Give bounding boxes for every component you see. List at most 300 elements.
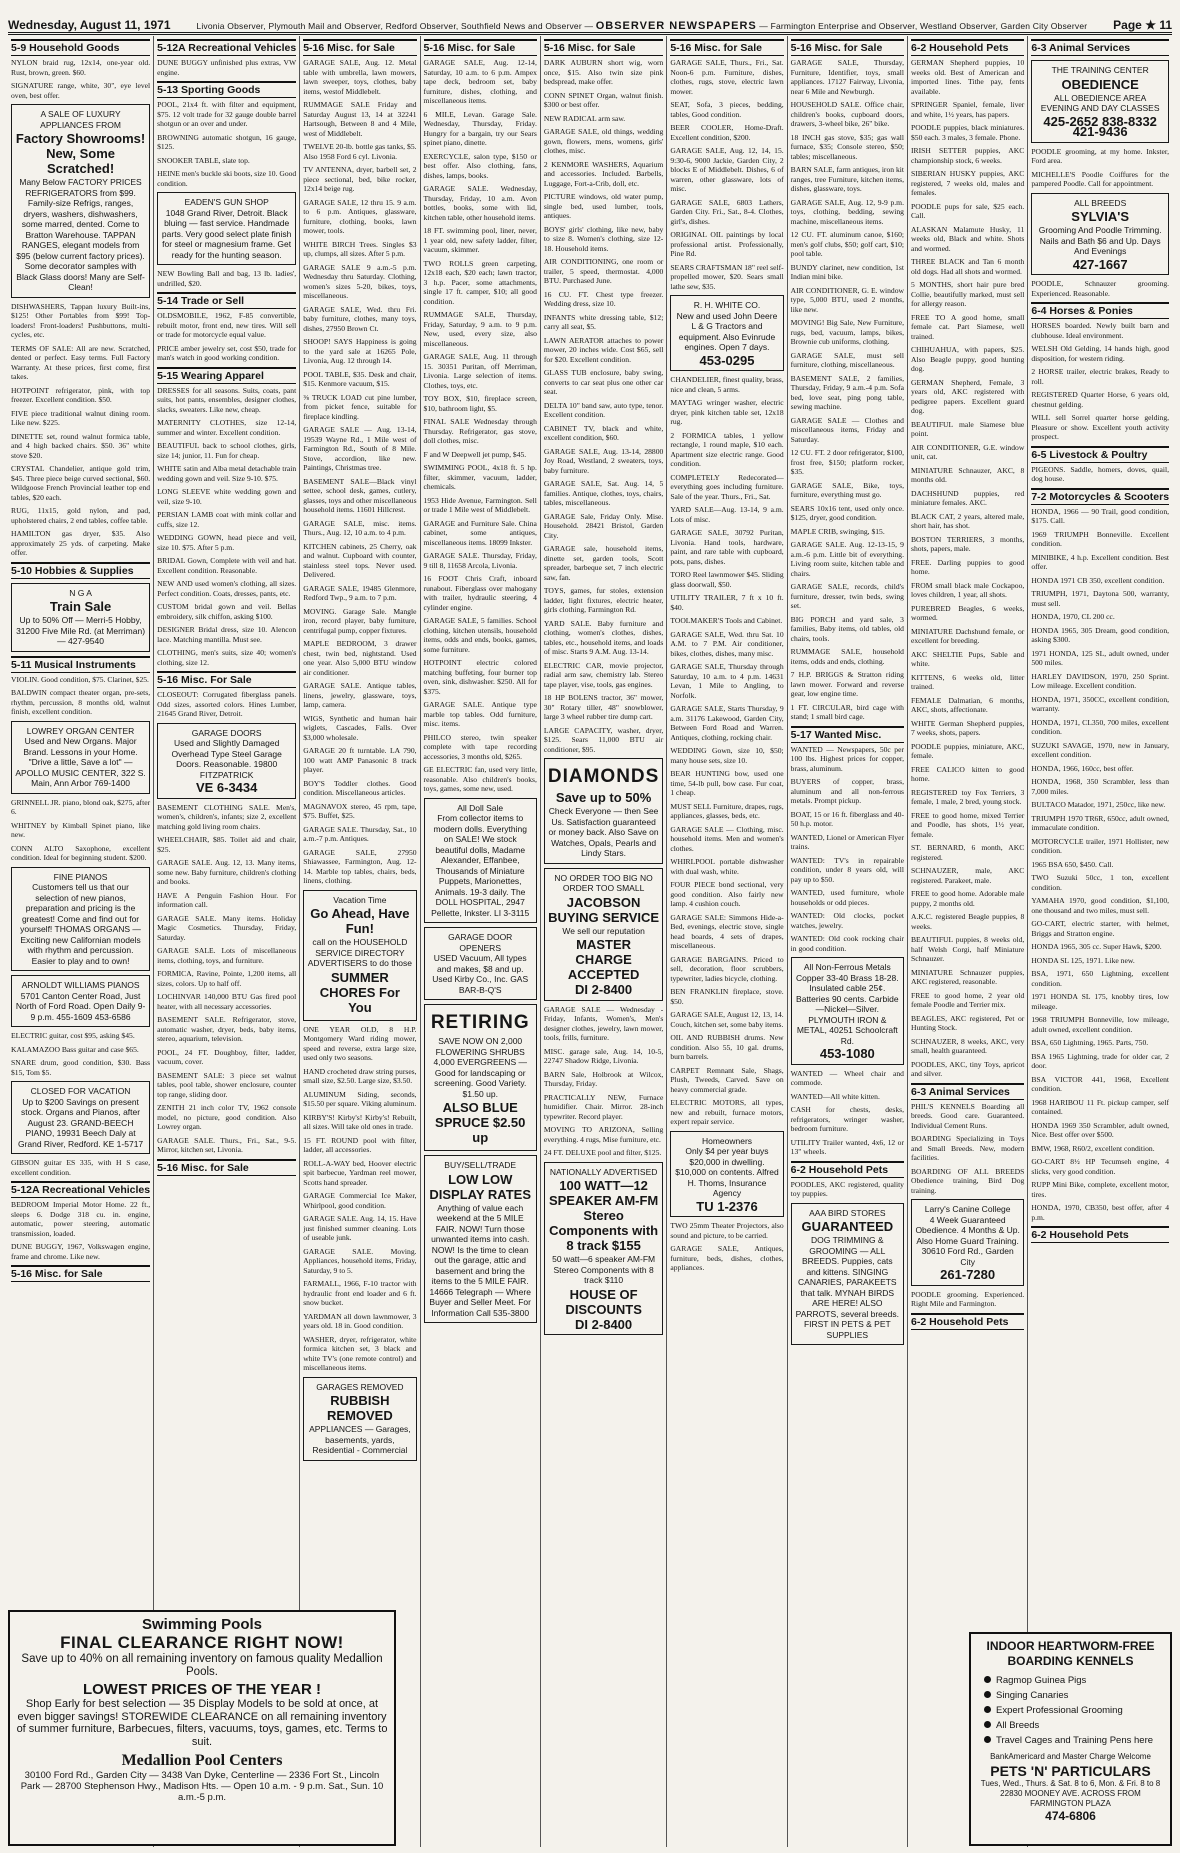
list-item: Expert Professional Grooming <box>984 1703 1165 1718</box>
classified-ad: PRACTICALLY NEW, Furnace humidifier. Chair. Mirror. 28-inch typewriter. Record player. <box>543 1092 664 1121</box>
classified-ad: SEARS CRAFTSMAN 18" reel self-propelled mower, $20. Sears small lathe sew, $35. <box>670 262 784 291</box>
classified-ad: GLASS TUB enclosure, baby swing, converts to car seat plus one other car seat. <box>543 368 664 396</box>
classified-ad: FREE CALICO kitten to good home. <box>910 764 1025 783</box>
bullet-icon <box>984 1676 991 1683</box>
classified-ad: RUMMAGE SALE, Thursday, Friday, Saturday, 9 a.m. to 9 p.m. New, used, every size, also miscellaneous. <box>423 310 537 348</box>
classified-ad: GARAGE SALE. Aug. 12, 13. Many items, some new. Baby furniture, children's clothing and books. <box>157 858 297 886</box>
display-ad-headline: DIAMONDS <box>547 766 660 787</box>
classified-ad: GARAGE SALE, 19485 Glenmore, Redford Twp., 9 a.m. to 7 p.m. <box>303 583 417 602</box>
classified-ad: CRYSTAL Chandelier, antique gold trim, $45. Three piece beige curved sectional, $60. Wildgoose French Provincial leather top end tables, $20 each. <box>11 464 151 502</box>
section-header: 5-17 Wanted Misc. <box>791 726 904 743</box>
classified-ad: GARAGE SALE, Wed. thru Sat. 10 A.M. to 7 P.M. Air conditioner, bikes, clothes, dishes, many misc. <box>670 629 784 658</box>
classified-ad: GARAGE SALE, Thurs., Fri., Sat. Noon-6 p.m. Furniture, dishes, clothes, rugs, stove, electric lawn mower. <box>670 58 784 96</box>
classified-ad: GARAGE and Furniture Sale. China cabinet, some antiques, miscellaneous items. 18099 Inkster. <box>423 518 537 547</box>
display-ad-title: ARNOLDT WILLIAMS PIANOS <box>21 980 140 990</box>
classified-ad: GARAGE sale, household items, dinette set, garden tools, Scott spreader, barbeque set, 7 inch electric saw, fan. <box>543 544 664 582</box>
classified-ad: POODLE pups for sale, $25 each. Call. <box>910 201 1025 220</box>
classified-ad: GARAGE SALE. Wednesday, Thursday, Friday, 10 a.m. Avon bottles, books, some with lid, kitchen table, other household items. <box>423 184 537 222</box>
classified-ad: RUMMAGE SALE Friday and Saturday August 13, 14 at 32241 Hartsough, Between 8 and 4 Mile, west of Middlebelt. <box>303 100 417 138</box>
classified-ad: HORSES boarded. Newly built barn and clubhouse. Ideal environment. <box>1031 321 1170 340</box>
classified-ad: BEAUTIFUL male Siamese blue point. <box>910 419 1025 438</box>
classified-ad: 16 CU. FT. Chest type freezer. Wedding dress, size 10. <box>543 289 664 308</box>
display-ad-body: 50 watt—6 speaker AM-FM Stereo Components with 8 track $110 <box>552 1254 656 1285</box>
classified-ad: GARAGE SALE. Thursday, Friday, 9 till 8, 11658 Arcola, Livonia. <box>423 551 537 570</box>
display-ad-body: Customers tell us that our selection of new pianos, preparation and pricing is the greatest! Come and find out for yourself! THOMAS ORGANS — Exciting new Californian models with rhythm and percussion. Easier to play and to own! <box>20 882 141 966</box>
classified-ad: CABINET TV, black and white, excellent condition, $60. <box>543 423 664 442</box>
display-ad-title: GARAGE DOOR OPENERS <box>448 932 513 953</box>
display-ad-body: 5701 Canton Center Road, Just North of Ford Road. Open Daily 9-9 p.m. 455-1609 453-6586 <box>15 990 146 1022</box>
display-ad-body: ALL OBEDIENCE AREA EVENING AND DAY CLASSES <box>1040 92 1160 113</box>
classified-ad: HONDA 1971 CB 350, excellent condition. <box>1031 575 1165 585</box>
classified-ad: HOUSEHOLD SALE. Office chair, children's books, cupboard doors, drawers, 3-wheel bike, 26" bike. <box>790 100 904 128</box>
display-ad-title: Vacation Time <box>333 894 387 905</box>
classified-ad: HOTPOINT refrigerator, pink, with top freezer. Excellent condition. $50. <box>11 385 151 404</box>
classified-ad: 18 INCH gas stove, $35; gas wall furnace, $35; Console stereo, $50; tables; miscellaneous. <box>790 132 904 161</box>
papers-left: Livonia Observer, Plymouth Mail and Observer, Redford Observer, Southfield News and Observer <box>196 21 582 31</box>
classified-ad: LOCHINVAR 140,000 BTU Gas fired pool heater, with all necessary accessories. <box>157 992 297 1011</box>
display-ad <box>157 192 296 265</box>
display-ad-subtitle: Go Ahead, Have Fun! <box>310 906 410 936</box>
classified-ad: ALASKAN Malamute Husky, 11 weeks old, Black and white. Shots and wormed. <box>910 224 1025 253</box>
classified-ad: BASEMENT SALE, 2 families, Thursday, Friday, 9 a.m.-4 p.m. Sofa bed, love seat, ping pong table, sewing machine. <box>790 373 904 411</box>
masthead-papers: Livonia Observer, Plymouth Mail and Observer, Redford Observer, Southfield News and Observer — OBSERVER NEWSPAPERS — Farmington Enterprise and Observer, Westland Observer, Garden City Observer <box>196 20 1088 32</box>
classified-ad: BSA 1965 Lightning, trade for older car, 2 door. <box>1031 1051 1170 1070</box>
kennel-ad-name: PETS 'N' PARTICULARS <box>990 1763 1151 1779</box>
display-ad-extra: SUMMER CHORES For You <box>319 969 400 1015</box>
display-ad <box>670 1131 783 1218</box>
classified-ad: POOL TABLE, $35. Desk and chair, $15. Kenmore vacuum, $15. <box>303 369 417 388</box>
pool-ad-locations: 30100 Ford Rd., Garden City — 3438 Van Dyke, Centerline — 2336 Fort St., Lincoln Park — 28700 Stephenson Hwy., Madison Hts. — Open 10 a.m. - 9 p.m. Sat., Sun. 10 a.m.-5 p.m. <box>20 1770 384 1803</box>
bullet-icon <box>984 1691 991 1698</box>
classified-ad: WEDDING GOWN, head piece and veil, size 10. $75. After 5 p.m. <box>157 533 297 552</box>
classified-ad: VIOLIN. Good condition, $75. Clarinet, $25. <box>11 674 149 684</box>
classified-ad: FEMALE Dalmatian, 6 months, AKC, shots, affectionate. <box>910 695 1025 714</box>
classified-ad: GARAGE SALE, records, child's furniture, dresser, twin beds, swing set. <box>790 582 904 610</box>
classified-ad: 16 FOOT Chris Craft, inboard runabout. Fiberglass over mahogany with trailer, hydraulic steering, 4 cylinder engine. <box>423 574 537 612</box>
classified-ad: GARAGE SALE, 12 thru 15. 9 a.m. to 6 p.m. Antiques, glassware, furniture, clothing, books, lawn mower, tools. <box>303 197 417 235</box>
classified-ad: GARAGE SALE. Many items. Holiday Magic Cosmetics. Thursday, Friday, Saturday. <box>157 913 297 942</box>
classified-ad: TOY BOX, $10, fireplace screen, $10, bathroom light, $5. <box>423 394 537 413</box>
classified-ad: FREE TO A good home, small female cat. Part Siamese, well trained. <box>910 312 1025 341</box>
classified-ad: FREE. Darling puppies to good home. <box>910 557 1025 576</box>
classified-ad: SWIMMING POOL, 4x18 ft. 5 hp. filter, skimmer, vacuum, ladder, chemicals. <box>423 463 537 491</box>
classified-column <box>908 36 1028 1847</box>
classified-ad: POODLE puppies, black miniatures. $50 each. 3 males, 3 female. Phone. <box>910 123 1025 142</box>
classified-ad: DRESSES for all seasons. Suits, coats, pant suits, hot pants, ensembles, designer clothes, slacks, sweaters. Like new, cheap. <box>157 385 297 414</box>
classified-ad: MAYTAG wringer washer, electric dryer, pink kitchen table set, 12x18 rug. <box>670 398 784 426</box>
classified-ad: MATERNITY CLOTHES, size 12-14, summer and winter. Excellent condition. <box>157 418 297 437</box>
classified-ad: TRIUMPH 1970 TR6R, 650cc, adult owned, immaculate condition. <box>1031 813 1170 832</box>
classified-ad: ST. BERNARD, 6 month, AKC registered. <box>910 843 1025 862</box>
classified-ad: TWELVE 20-lb. bottle gas tanks, $5. Also 1958 Ford 6 cyl. Livonia. <box>303 142 417 161</box>
classified-ad: MAPLE CRIB, swinging, $15. <box>790 526 885 536</box>
list-item: Singing Canaries <box>984 1688 1165 1703</box>
classified-ad: GERMAN Shepherd, Female, 3 years old, AKC registered with pedigree papers. Excellent guard dog. <box>910 377 1025 415</box>
classified-ad: SCHNAUZER, 8 weeks, AKC, very small, health guaranteed. <box>910 1036 1025 1055</box>
classified-ad: 1971 HONDA SL 175, knobby tires, low mileage. <box>1031 992 1170 1011</box>
classified-ad: BASEMENT SALE: 3 piece set walnut tables, pool table, shower enclosure, counter top range, sliding door. <box>157 1070 297 1099</box>
classified-ad: HOTPOINT electric colored matching buffeting, four burner top oven, sink, dishwasher. $250. All for $375. <box>423 658 537 696</box>
display-ad <box>791 957 904 1065</box>
display-ad-extra: MASTER CHARGE ACCEPTED <box>567 937 640 982</box>
section-header: 5-16 Misc. for Sale <box>670 39 783 56</box>
classified-ad: HAVE A Penguin Fashion Hour. For information call. <box>157 890 297 909</box>
classified-column <box>300 36 420 1847</box>
display-ad-body: We sell our reputation <box>562 925 645 936</box>
classified-ad: BARN Sale, Holbrook at Wilcox, Thursday, Friday. <box>543 1069 664 1088</box>
display-ad-title: R. H. WHITE CO. <box>693 300 761 310</box>
classified-ad: 2 KENMORE WASHERS, Aquarium and accessories. Included. Barbells, Luggage, Fort-a-Crib, doll, etc. <box>543 159 664 188</box>
display-ad-body: SAVE NOW ON 2,000 FLOWERING SHRUBS 4,000 EVERGREENS — Good for landscaping or screening. Good Variety. $1.50 up. <box>433 1036 527 1099</box>
classified-ad: GARAGE SALE — Clothing, misc. household items. Men and women's clothes. <box>670 824 784 853</box>
display-ad-title: N G A <box>69 587 92 598</box>
section-header: 5-14 Trade or Sell <box>157 292 296 309</box>
classified-ad: AIR CONDITIONING, one room or trailer, 5 speed, thermostat. 4,000 BTU. Purchased June. <box>543 257 664 285</box>
pool-ad-heading: Swimming Pools <box>141 1616 262 1633</box>
classified-ad: BOAT, 15 or 16 ft. fiberglass and 40-50 h.p. motor. <box>790 809 904 828</box>
classified-ad: SHOOP! SAYS Happiness is going to the yard sale at 16265 Pole, Livonia, Aug. 12 through 14. <box>303 337 417 365</box>
display-ad <box>544 868 663 1001</box>
classified-ad: FIVE piece traditional walnut dining room. Like new. $225. <box>11 408 151 427</box>
display-ad-phone: 261-7280 <box>940 1267 996 1282</box>
classified-ad: CUSTOM bridal gown and veil. Bellas embroidery, silk chiffon, asking $100. <box>157 602 297 621</box>
classified-ad: CHIHUAHUA, with papers, $25. Also Beagle puppy, good hunting dog. <box>910 345 1025 373</box>
section-header: 5-11 Musical Instruments <box>11 656 150 673</box>
classified-ad: HEINE men's buckle ski boots, size 10. Good condition. <box>157 169 297 188</box>
classified-ad: HONDA, 1970, CB350, best offer, after 4 p.m. <box>1031 1203 1170 1222</box>
classified-ad: GARAGE SALE. Thurs., Fri., Sat., 9-5. Mirror, kitchen set, Livonia. <box>157 1135 297 1154</box>
classified-ad: GARAGE SALE. Thursday, Sat., 10 a.m.-7 p.m. Antiques. <box>303 824 417 843</box>
classified-ad: BASEMENT SALE. Refrigerator, stove, automatic washer, dryer, beds, baby items, stereo, aquarium, television. <box>157 1015 297 1043</box>
classified-ad: MOVING. Garage Sale. Mangle iron, record player, baby furniture, centrifugal pump, copper fixtures. <box>303 606 417 635</box>
pool-ad-company: Medallion Pool Centers <box>121 1752 283 1769</box>
display-ad-subtitle: Factory Showrooms! New, Some Scratched! <box>15 131 146 176</box>
display-ad-phone: DI 2-8400 <box>575 982 633 997</box>
classified-ad: UTILITY TRAILER, 7 ft x 10 ft. $40. <box>670 593 784 612</box>
display-ad <box>424 798 537 924</box>
classified-ad: BSA, 650 Lightning, 1965. Parts, 750. <box>1031 1038 1149 1047</box>
classified-ad: HONDA 1965, 305 Dream, good condition, asking $300. <box>1031 625 1170 644</box>
classified-ad: TV ANTENNA, dryer, barbell set, 2 piece sectional, bed, bike rocker, 12x14 beige rug. <box>303 165 417 193</box>
classified-ad: BOSTON TERRIERS, 3 months, shots, papers, male. <box>910 534 1025 553</box>
section-header: 5-13 Sporting Goods <box>157 81 296 98</box>
classified-ad: A.K.C. registered Beagle puppies, 8 weeks. <box>910 912 1025 931</box>
classified-ad: OLDSMOBILE, 1962, F-85 convertible, rebuilt motor, front end, new tires. Will sell or trade for motorcycle equal value. <box>157 311 297 339</box>
classified-ad: HONDA, 1970, CL 200 cc. <box>1031 612 1115 621</box>
section-header: 6-4 Horses & Ponies <box>1031 302 1169 319</box>
display-ad-body: New and used John Deere L & G Tractors and equipment. Also Evinrude engines. Open 7 days. <box>676 310 778 352</box>
display-ad <box>303 1377 416 1461</box>
bullet-icon <box>984 1706 991 1713</box>
classified-column <box>1028 36 1172 1847</box>
pool-ad-savings: Save up to 40% on all remaining inventory on famous quality Medallion Pools. <box>21 1653 383 1678</box>
classified-ad: HONDA, 1966 — 90 Trail, good condition, $175. Call. <box>1031 506 1170 525</box>
classified-ad: POODLE grooming, at my home. Inkster, Ford area. <box>1031 146 1170 165</box>
classified-ad: GARAGE SALE. Antique tables, linens, jewelry, glassware, toys, lamp, camera. <box>303 681 417 709</box>
classified-ad: MINIATURE Dachshund female, or excellent for breeding. <box>910 626 1025 645</box>
classified-ad: POODLE, Schnauzer grooming. Experienced. Reasonable. <box>1031 279 1170 298</box>
classified-ad: OIL AND RUBBISH drums. New condition. Also 55, 10 gal. drums, burn barrels. <box>670 1033 784 1061</box>
display-ad-body: 1048 Grand River, Detroit. Black bluing — fast service. Handmade parts. Very good select plate finish for steel or magnesium frame. Get ready for the hunting season. <box>161 207 292 260</box>
classified-ad: BEAGLES, AKC registered, Pet or Hunting Stock. <box>910 1013 1025 1032</box>
classified-ad: SCHNAUZER, male, AKC registered. Parakeet, male. <box>910 866 1025 885</box>
classified-ad: 18 HP BOLENS tractor, 36" mower, 30" Rotary tiller, 48" snowblower, large 3 wheel rubber tire dump cart. <box>543 693 664 721</box>
classified-ad: WANTED, Lionel or American Flyer trains. <box>790 832 904 851</box>
section-header: 5-16 Misc. for Sale <box>303 39 416 56</box>
display-ad-title: LOWREY ORGAN CENTER <box>26 725 135 736</box>
classified-column <box>154 36 300 1847</box>
classified-ad: ONE YEAR OLD, 8 H.P. Montgomery Ward riding mower, speed and reverse, extra large size, used only two seasons. <box>303 1024 417 1062</box>
classified-ad: ELECTRIC MOTORS, all types, new and rebuilt, furnace motors, expert repair service. <box>670 1098 784 1126</box>
classified-ad: BEAUTIFUL back to school clothes, girls, size 14; junior, 11. Fun for cheap. <box>157 441 297 460</box>
classified-ad: WHEELCHAIR, $85. Toilet aid and chair, $25. <box>157 835 297 854</box>
classified-ad: FREE to good home, 2 year old female Poodle and Terrier mix. <box>910 990 1025 1009</box>
classified-ad: CARPET Remnant Sale, Shags, Plush, Tweeds, Carved. Save on heavy commercial grade. <box>670 1065 784 1094</box>
classified-ad: GARAGE Sale, Friday Only. Mise. Household. 28421 Bristol, Garden City. <box>543 511 664 540</box>
display-ad-subtitle: 100 WATT—12 SPEAKER AM-FM Stereo Components with 8 track $155 <box>548 1178 659 1253</box>
classified-column <box>8 36 154 1847</box>
classified-ad: GARAGE SALE 9 a.m.-5 p.m. Wednesday thru Saturday. Clothing, women's sizes 5-20, bikes, toys, miscellaneous. <box>303 262 417 300</box>
pool-ad-details: Shop Early for best selection — 35 Display Models to be sold at once, at even bigger savings! STOREWIDE CLEARANCE on all remaining inventory of summer furniture, Barbecues, filters, vacuums, toys, games, etc. Terms to suit. <box>16 1698 388 1748</box>
section-header: 5-15 Wearing Apparel <box>157 367 296 384</box>
classified-ad: TWO ROLLS green carpeting, 12x18 each, $20 each; lawn tractor, 3 h.p. Pacer, some attachments, single 17 ft. camper, $10; all good condition. <box>423 258 537 306</box>
display-ad <box>11 867 150 972</box>
classified-ad: NEW RADICAL arm saw. <box>543 113 626 123</box>
classified-ad: WHITE BIRCH Trees. Singles $3 up, clumps, all sizes. After 5 p.m. <box>303 239 417 258</box>
bullet-icon <box>984 1736 991 1743</box>
classified-ad: FOUR PIECE bond sectional, very good condition. Also fairly new lamp. 4 cushion couch. <box>670 880 784 908</box>
classified-ad: SIGNATURE range, white, 30", eye level oven, best offer. <box>11 81 151 100</box>
classified-ad: ZENITH 21 inch color TV, 1962 console model, no picture, good condition. Also Lowrey organ. <box>157 1103 297 1131</box>
kennel-ad-list <box>976 1673 1165 1748</box>
classified-ad: HONDA, 1971, 350CC, excellent condition, warranty. <box>1031 694 1170 713</box>
classified-ad: FORMICA, Ravine, Pointe, 1,200 items, all sizes, colors. Up to half off. <box>157 969 297 988</box>
classified-ad: WHITNEY by Kimball Spinet piano, like new. <box>11 820 151 839</box>
classified-ad: 18 FT. swimming pool, liner, never, 1 year old, new safety ladder, filter, vacuum, skimmer. <box>423 226 537 254</box>
display-ad-body: Check Everyone — then See Us. Satisfaction guaranteed or money back. Also Save on Watches, Opals, Pearls and Lindy Stars. <box>548 806 659 858</box>
display-ad <box>303 890 416 1021</box>
classified-ad: BOARDING OF ALL BREEDS Obedience training, Bird Dog training. <box>910 1166 1025 1195</box>
classified-ad: LAWN AERATOR attaches to power mower, 20 inches wide. Cost $65, sell for $20. Excellent condition. <box>543 335 664 364</box>
classified-ad: HONDA 1965, 305 cc. Super Hawk, $200. <box>1031 942 1162 951</box>
classified-ad: GARAGE SALE, Starts Thursday, 9 a.m. 31176 Lakewood, Garden City, Between Ford Road and Warren. Antiques, clothing, rocking chair. <box>670 704 784 742</box>
section-header: 6-3 Animal Services <box>911 1083 1024 1100</box>
section-header: 5-10 Hobbies & Supplies <box>11 562 150 579</box>
classified-ad: WILL sell Sorrel quarter horse gelding, Pleasure or show. Excellent youth activity prospect. <box>1031 413 1170 441</box>
display-ad-body: Many Below FACTORY PRICES REFRIGERATORS from $99. Family-size Refrigs, ranges, dryers, washers, dishwashers, some marred, dented. Come to Bratton Warehouse. TAPPAN RANGES, elegant models from $95 (below current factory prices). Some decorator samples with Black Glass doors! Many are Self-Clean! <box>16 177 145 292</box>
classified-ad: INFANTS white dressing table, $12; carry all seat, $5. <box>543 312 664 331</box>
display-ad-phone: VE 6-3434 <box>195 780 258 795</box>
classified-ad: RUG, 11x15, gold nylon, and pad, upholstered chairs, 2 end tables, coffee table. <box>11 506 151 525</box>
display-ad-title: NATIONALLY ADVERTISED <box>549 1166 658 1177</box>
classified-ad: PUREBRED Beagles, 6 weeks, wormed. <box>910 603 1025 622</box>
classified-ad: DUNE BUGGY unfinished plus extras, VW engine. <box>157 58 297 77</box>
display-ad-title: Homeowners <box>701 1135 753 1146</box>
classified-ad: GARAGE SALE, must sell furniture, clothing, miscellaneous. <box>790 350 904 369</box>
classified-ad: GARAGE SALE, Thursday, Furniture, Identifier, toys, small appliances. 17127 Fairway, Livonia, near 6 Mile and Newburgh. <box>790 58 904 96</box>
classified-ad: GARAGE SALE, 6803 Lathers, Garden City. Fri., Sat., 8-4. Clothes, girl's, dishes. <box>670 197 784 226</box>
classified-ad: CONN ALTO Saxophone, excellent condition. Ideal for beginning student. $200. <box>11 843 151 862</box>
page-number: Page ★ 11 <box>1113 18 1172 32</box>
display-ad-body: Used and New Organs. Major Brand. Lessons in your Home. "Drive a little, Save a lot" — APOLLO MUSIC CENTER, 322 S. Main, Ann Arbor 769-1400 <box>15 736 146 788</box>
display-ad <box>11 975 150 1027</box>
classified-ad: DISHWASHERS, Tappan luxury Built-ins, $125! Other Portables from $99! Top-loaders! Front-loaders! Pushbuttons, multi-cycles, etc. <box>11 301 151 339</box>
masthead <box>8 0 1172 35</box>
classified-ad: RUMMAGE SALE, household items, odds and ends, clothing. <box>790 647 904 666</box>
classified-ad: ELECTRIC guitar, cost $95, asking $45. <box>11 1031 135 1040</box>
section-header: 6-2 Household Pets <box>911 1313 1024 1330</box>
classified-ad: BASEMENT SALE—Black vinyl settee, school desk, games, cutlery, glasses, toys and other miscellaneous household items. 11601 Hillcrest. <box>303 476 417 514</box>
star-icon: ★ <box>1145 18 1156 32</box>
classified-ad: BASEMENT CLOTHING SALE. Men's, women's, children's, infants; size 2, excellent matching gold living room chairs. <box>157 802 297 831</box>
classified-ad: PERSIAN LAMB coat with mink collar and cuffs, size 12. <box>157 510 297 529</box>
display-ad-subtitle: Train Sale <box>49 599 112 614</box>
classified-ad: GARAGE SALE. Aug. 14, 15. Have just finished summer cleaning. Lots of useable junk. <box>303 1214 417 1242</box>
display-ad-phone: 425-2652 838-8332 421-9436 <box>1043 113 1157 139</box>
classified-ad: WHIRLPOOL portable dishwasher with dual wash, white. <box>670 857 784 876</box>
classified-ad: REGISTERED Quarter Horse, 6 years old, chestnut gelding. <box>1031 390 1170 409</box>
classified-ad: FROM small black male Cockapoo, loves children, 1 year, all shots. <box>910 580 1025 599</box>
classified-ad: DUNE BUGGY, 1967, Volkswagen engine, frame and chrome. Like new. <box>11 1242 151 1261</box>
display-ad-subtitle: OBEDIENCE <box>1061 76 1139 92</box>
display-ad <box>157 723 296 799</box>
classified-ad: SNOOKER TABLE, slate top. <box>157 155 250 165</box>
classified-ad: GARAGE SALE, old things, wedding gown, flowers, mens, womens, girls' clothes, misc. <box>543 127 664 155</box>
classified-ad: REGISTERED toy Fox Terriers, 3 female, 1 male, 2 bred, young stock. <box>910 787 1025 806</box>
classified-ad: F and W Deepwell jet pump, $45. <box>423 449 527 459</box>
section-header: 7-2 Motorcycles & Scooters <box>1031 488 1169 505</box>
classified-ad: WASHER, dryer, refrigerator, white formica kitchen set, 3 black and white TV's (one remote control) and miscellaneous items. <box>303 1334 417 1372</box>
display-ad <box>11 583 150 652</box>
classified-ad: CONN SPINET Organ, walnut finish. $300 or best offer. <box>543 90 664 109</box>
display-ad-title: Larry's Canine College <box>924 1204 1011 1214</box>
classified-ad: GARAGE SALE, Sat. Aug. 14, 5 families. Antique, clothes, toys, chairs, tables, miscellaneous. <box>543 479 664 507</box>
display-ad-title: FINE PIANOS <box>53 871 108 882</box>
display-ad-title: GARAGE DOORS <box>191 727 262 738</box>
classified-ad: POODLE puppies, miniature, AKC, female. <box>910 741 1025 760</box>
kennel-ad-address: 22830 MOONEY AVE. ACROSS FROM FARMINGTON PLAZA <box>1000 1789 1141 1808</box>
display-ad <box>11 1081 150 1154</box>
classified-ad: BEDROOM Imperial Motor Home. 22 ft., sleeps 6. Dodge 318 cu. in. engine, automatic, power steering, automatic transmission, loaded. <box>11 1200 151 1238</box>
section-header: 5-12A Recreational Vehicles <box>157 39 296 56</box>
classified-ad: DARK AUBURN short wig, worn once, $15. Also twin size pink bedspread, make offer. <box>543 58 664 86</box>
classified-ad: WANTED — Wheel chair and commode. <box>790 1068 904 1087</box>
classified-ad: HONDA, 1968, 350 Scrambler, less than 7,000 miles. <box>1031 777 1170 796</box>
classified-ad: ROLL-A-WAY bed, Hoover electric spit barbecue, Yardman reel mower, Scotts hand spreader. <box>303 1158 417 1187</box>
classified-ad: BLACK CAT, 2 years, altered male, short hair, has shot. <box>910 511 1025 530</box>
classified-ad: SPRINGER Spaniel, female, liver and white, 1½ years, has papers. <box>910 100 1025 119</box>
classified-ad: YAMAHA 1970, good condition, $1,100, one thousand and two miles, must sell. <box>1031 896 1170 915</box>
classified-ad: BUYERS of copper, brass, aluminum and all non-ferrous metals. Prompt pickup. <box>790 777 904 805</box>
display-ad-extra: HOUSE OF DISCOUNTS <box>565 1286 642 1317</box>
classified-ad: MAGNAVOX stereo, 45 rpm, tape, $75. Buffet, $25. <box>303 801 417 820</box>
display-ad-body: 4 Week Guaranteed Obedience. 4 Months & Up. Also Home Guard Training. 30610 Ford Rd., Garden City <box>915 1214 1020 1267</box>
display-ad-title: BUY/SELL/TRADE <box>444 1160 517 1170</box>
classified-ad: CLOSEOUT: Corrugated fiberglass panels. Odd sizes, assorted colors. Hines Lumber, 21645 Grand River, Detroit. <box>157 690 297 718</box>
classified-ad: GARAGE SALE. Moving. Appliances, household items, Friday, Saturday, 9 to 5. <box>303 1246 417 1275</box>
display-ad-headline: RETIRING <box>430 1012 530 1033</box>
display-ad-phone: 427-1667 <box>1072 256 1128 272</box>
classified-ad: GO-CART 8½ HP Tecumseh engine, 4 slicks, very good condition. <box>1031 1157 1170 1176</box>
classified-ad: AIR CONDITIONER, G.E. window unit, cat. <box>910 442 1025 461</box>
classified-ad: BOY'S Toddler clothes. Good condition. Miscellaneous articles. <box>303 778 417 797</box>
classified-ad: 2 FORMICA tables, 1 yellow rectangle, 1 round maple, $10 each. Apartment size electric range. Good condition. <box>670 430 784 468</box>
kennel-ad-title: INDOOR HEARTWORM-FREE BOARDING KENNELS <box>986 1639 1155 1668</box>
classified-ad: TWO 25mm Theater Projectors, also sound and picture, to be carried. <box>670 1221 784 1240</box>
classified-ad: GARAGE SALE — Wednesday - Friday, Infants, Women's, Men's designer clothes, jewelry, lawn mower, tools, frills, furniture. <box>543 1004 664 1042</box>
display-ad-body: Copper 33-40 Brass 18-28. Insulated cable 25¢. Batteries 90 cents. Carbide—Nickel—Silver. PLYMOUTH IRON & METAL, 40251 Schoolcraft Rd. <box>796 972 899 1046</box>
classified-ad: GARAGE SALE. Aug. 12-13-15, 9 a.m.-6 p.m. Little bit of everything. Living room suite, kitchen table and chairs. <box>790 540 904 578</box>
classified-ad: NEW AND used women's clothing, all sizes. Perfect condition. Coats, dresses, pants, etc. <box>157 579 297 598</box>
display-ad-title: NO ORDER TOO BIG NO ORDER TOO SMALL <box>554 872 653 893</box>
classified-ad: GARAGE SALE, Wed. thru Fri. baby furniture, clothes, many toys, dishes, 27950 Brown Ct. <box>303 304 417 333</box>
classified-ad: GARAGE SALE, 27950 Shiawassee, Farmington, Aug. 12-14. Marble top tables, chairs, beds, linens, clothing. <box>303 847 417 885</box>
kennel-ad-hours: Tues, Wed., Thurs. & Sat. 8 to 6, Mon. & Fri. 8 to 8 <box>980 1779 1161 1788</box>
papers-right: Farmington Enterprise and Observer, Westland Observer, Garden City Observer <box>770 21 1088 31</box>
classified-ad: BEAUTIFUL puppies, 8 weeks old, half Welsh Corgi, half Miniature Schnauzer. <box>910 935 1025 963</box>
classified-column <box>421 36 541 1847</box>
classified-ad: 1968 TRIUMPH Bonneville, low mileage, adult owned, excellent condition. <box>1031 1015 1170 1034</box>
display-ad-body: DOG TRIMMING & GROOMING — ALL BREEDS. Puppies, cats and kittens. SINGING CANARIES, PARAKEETS that talk. MYNAH BIRDS ARE HERE! ALSO PARROTS, several breeds. FIRST IN PETS & PET SUPPLIES <box>795 1235 899 1340</box>
display-ad-body: Grooming And Poodle Trimming. Nails and Bath $6 and Up. Days And Evenings <box>1038 225 1162 256</box>
display-ad-body: APPLIANCES — Garages, basements, yards, Residential - Commercial <box>309 1424 411 1455</box>
kennel-ad-phone: 474-6806 <box>1045 1809 1096 1823</box>
classified-ad: BRIDAL Gown, Complete with veil and hat. Excellent condition. Reasonable. <box>157 556 297 575</box>
classified-ad: ALUMINUM Siding, seconds, $15.50 per square. Viking aluminum. <box>303 1089 417 1108</box>
classified-ad: NEW Bowling Ball and bag, 13 lb. ladies', undrilled, $20. <box>157 269 297 288</box>
classified-ad: GARAGE SALE: Simmons Hide-a-Bed, evenings, electric stove, single head boards, 4 sets of drapes, miscellaneous. <box>670 912 784 950</box>
classified-ad: GE ELECTRIC fan, used very little, reasonable. Also children's books, toys, games, some new, used. <box>423 765 537 793</box>
classified-ad: FREE to good home, mixed Terrier and Poodle, has shots, 1½ year, female. <box>910 810 1025 839</box>
classified-ad: SEARS 10x16 tent, used only once. $125, dryer, good condition. <box>790 503 904 522</box>
display-ad <box>544 758 663 864</box>
classified-ad: TOOLMAKER'S Tools and Cabinet. <box>670 616 783 625</box>
display-ad <box>670 295 783 371</box>
classified-ad: GO-CART, electric starter, with helmet, Briggs and Stratton engine. <box>1031 919 1170 938</box>
classified-ad: MAPLE BEDROOM, 3 drawer chest, twin bed, nightstand. Used one year. Also 5,000 BTU window air conditioner. <box>303 639 417 677</box>
section-header: 5-16 Misc. for Sale <box>424 39 537 56</box>
section-header: 5-16 Misc. For Sale <box>157 671 296 688</box>
classified-ad: FREE to good home. Adorable male puppy, 2 months old. <box>910 889 1025 908</box>
display-ad <box>544 1162 663 1336</box>
classified-ad: GARAGE SALE. Lots of miscellaneous items, clothing, toys, and furniture. <box>157 946 297 965</box>
kennel-ad <box>969 1632 1172 1846</box>
classified-ad: GIBSON guitar ES 335, with H S case, excellent condition. <box>11 1158 151 1177</box>
classified-ad: 1969 TRIUMPH Bonneville. Excellent condition. <box>1031 529 1170 548</box>
display-ad-body: Up to 50% Off — Merri-5 Hobby, 31200 Five Mile Rd. (at Merriman) — 427-9540 <box>16 615 146 646</box>
classified-ad: GARAGE SALE, Thursday through Saturday, 10 a.m. to 4 p.m. 14631 Levan, 1 Mile to Angling, to Norfolk. <box>670 662 784 700</box>
classified-ad: WELSH Old Gelding, 14 hands high, good disposition, for western riding. <box>1031 344 1170 363</box>
classified-ad: GARAGE Commercial Ice Maker, Whirlpool, good condition. <box>303 1191 417 1210</box>
display-ad-title: A SALE OF LUXURY APPLIANCES FROM <box>40 109 121 130</box>
section-header: 5-9 Household Goods <box>11 39 150 56</box>
classified-ad: MINIATURE Schnauzer puppies, AKC registered, reasonable. <box>910 967 1025 986</box>
classified-ad: MINIBIKE, 4 h.p. Excellent condition. Best offer. <box>1031 552 1170 571</box>
classified-ad: 1953 Hide Avenue, Farmington. Sell or trade 1 Mile west of Middlebelt. <box>423 495 537 514</box>
classified-ad: 1 FT. CIRCULAR, bird cage with stand; 1 small bird cage. <box>790 702 904 721</box>
display-ad-body: Used and Slightly Damaged Overhead Type Steel Garage Doors. Reasonable. 19800 FITZPATRICK <box>171 738 282 780</box>
classified-ad: WANTED — Newspapers, 50c per 100 lbs. Highest prices for copper, brass, aluminum. <box>790 744 904 773</box>
pool-ad-headline: FINAL CLEARANCE RIGHT NOW! <box>60 1633 344 1652</box>
display-ad <box>11 721 150 794</box>
classified-ad: DINETTE set, round walnut formica table, and 4 high backed chairs. $50. 36" white stove $20. <box>11 431 151 460</box>
classified-ad: GARAGE SALE, August 12, 13, 14. Couch, kitchen set, some baby items. <box>670 1010 784 1029</box>
classified-ad: LONG SLEEVE white wedding gown and veil, size 9-10. <box>157 487 297 506</box>
classified-ad: 12 CU. FT. aluminum canoe, $160; men's golf clubs, $50; golf cart, $10; pool table. <box>790 230 904 258</box>
classified-ad: PRICE amber jewelry set, cost $50, trade for man's watch in good working condition. <box>157 343 297 362</box>
classified-ad: CHANDELIER, finest quality, brass, nice and clean, 5 arms. <box>670 375 784 394</box>
classified-ad: 7 H.P. BRIGGS & Stratton riding lawn mower. Forward and reverse gear, low engine time. <box>790 670 904 698</box>
